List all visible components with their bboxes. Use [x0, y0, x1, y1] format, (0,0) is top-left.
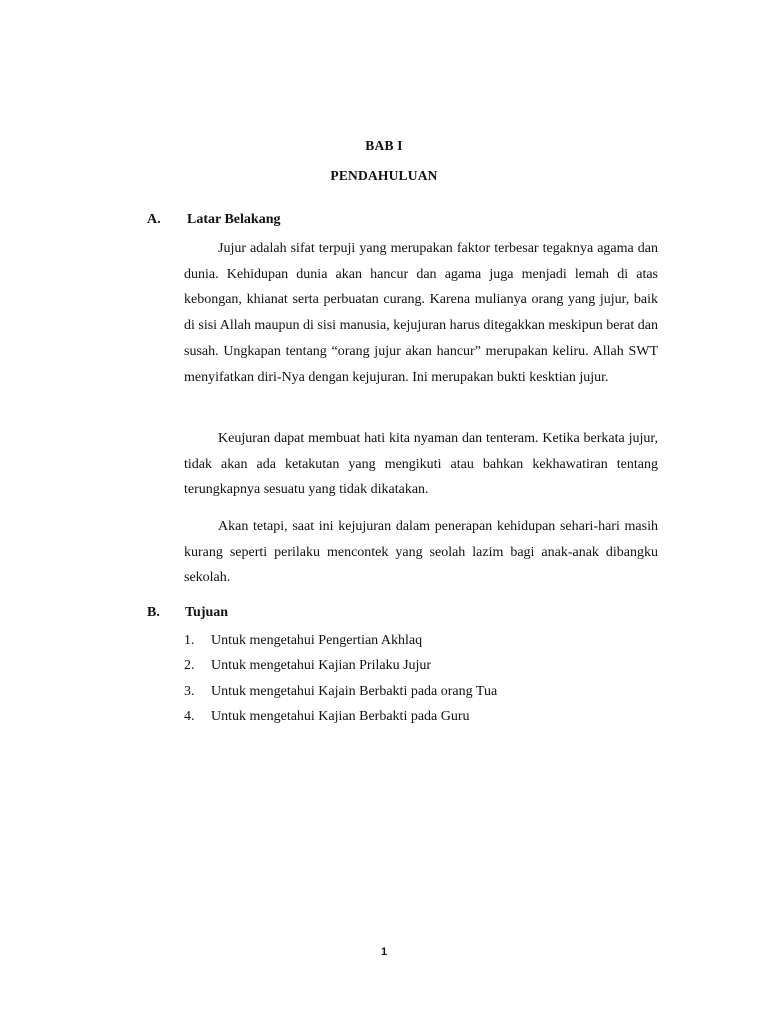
paragraph-1: Jujur adalah sifat terpuji yang merupakan faktor terbesar tegaknya agama dan dunia. Kehidupan dunia akan hancur dan agama juga menjadi lemah di atas kebongan, khianat serta perbuatan curang. Karena mulianya orang yang jujur, baik di sisi Allah maupun di sisi manusia, kejujuran harus ditegakkan meskipun berat dan susah. Ungkapan tentang “orang jujur akan hancur” merupakan keliru. Allah SWT menyifatkan diri-Nya dengan kejujuran. Ini merupakan bukti kesktian jujur.: [184, 241, 658, 385]
page-number: 1: [380, 946, 388, 958]
chapter-number: BAB I: [365, 138, 403, 153]
list-item-number: 2.: [184, 658, 195, 674]
list-item-text: Untuk mengetahui Kajian Prilaku Jujur: [211, 658, 432, 674]
list-item: [184, 631, 497, 656]
list-item-text: Untuk mengetahui Kajain Berbakti pada orang Tua: [211, 683, 498, 699]
list-item-number: 3.: [184, 683, 195, 699]
section-b-letter: B.: [147, 605, 160, 620]
list-item: [184, 707, 497, 732]
list-item-number: 1.: [184, 633, 195, 648]
list-item-number: 4.: [184, 708, 195, 724]
paragraph-3: Akan tetapi, saat ini kejujuran dalam penerapan kehidupan sehari-hari masih kurang seperti perilaku mencontek yang seolah lazim bagi anak-anak dibangku sekolah.: [184, 519, 658, 586]
section-b-heading: [147, 605, 228, 621]
list-item: [184, 682, 497, 707]
goal-list: [184, 631, 497, 732]
list-item-text: Untuk mengetahui Pengertian Akhlaq: [211, 633, 423, 648]
section-a-heading: [147, 212, 280, 228]
paragraph-2: Keujuran dapat membuat hati kita nyaman dan tenteram. Ketika berkata jujur, tidak akan ada ketakutan yang mengikuti atau bahkan kekhawatiran tentang terungkapnya sesuatu yang tidak dikatakan.: [184, 431, 658, 498]
chapter-title: PENDAHULUAN: [330, 168, 438, 183]
section-b-title: Tujuan: [185, 605, 229, 620]
list-item: [184, 656, 497, 681]
list-item-text: Untuk mengetahui Kajian Berbakti pada Guru: [211, 708, 470, 724]
section-a-title: Latar Belakang: [187, 212, 281, 227]
section-a-letter: A.: [147, 212, 161, 227]
